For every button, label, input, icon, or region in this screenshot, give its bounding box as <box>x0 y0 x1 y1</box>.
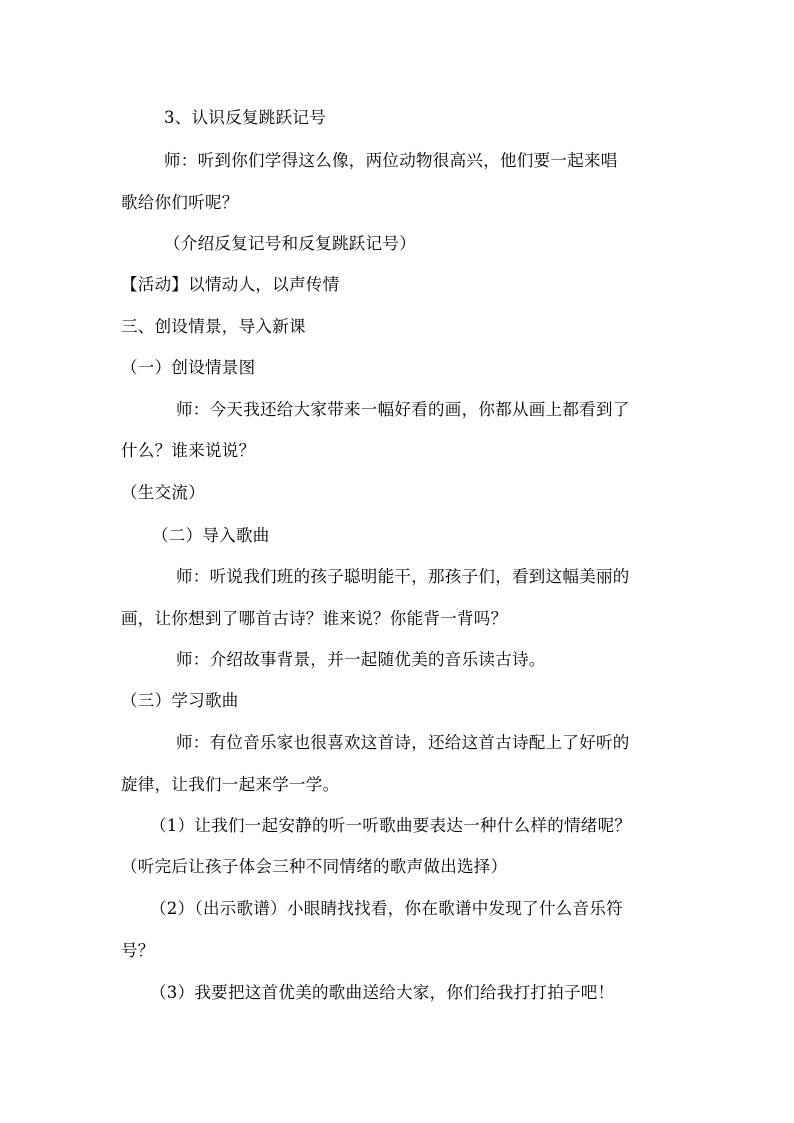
paragraph-line: 师：今天我还给大家带来一幅好看的画，你都从画上都看到了 <box>176 400 630 419</box>
subsection-heading: （三）学习歌曲 <box>121 691 239 710</box>
paragraph-line: 什么？谁来说说？ <box>121 441 256 460</box>
paragraph-line: 师：听说我们班的孩子聪明能干，那孩子们，看到这幅美丽的 <box>176 567 630 586</box>
paragraph-line: （3）我要把这首优美的歌曲送给大家，你们给我打打拍子吧！ <box>150 983 615 1002</box>
paragraph-line: 师：听到你们学得这么像，两位动物很高兴，他们要一起来唱 <box>164 151 618 170</box>
paragraph-line: 旋律，让我们一起来学一学。 <box>121 775 340 794</box>
subsection-heading: （一）创设情景图 <box>121 358 256 377</box>
paragraph-line: （2）（出示歌谱）小眼睛找找看，你在歌谱中发现了什么音乐符 <box>150 899 623 918</box>
paragraph-line: 师：介绍故事背景，并一起随优美的音乐读古诗。 <box>176 650 546 669</box>
section-heading: 三、创设情景，导入新课 <box>121 317 306 336</box>
paragraph-line: （介绍反复记号和反复跳跃记号） <box>164 234 416 253</box>
subsection-heading: （二）导入歌曲 <box>152 526 270 545</box>
paragraph-line: 师：有位音乐家也很喜欢这首诗，还给这首古诗配上了好听的 <box>176 733 630 752</box>
paragraph-line: （生交流） <box>121 483 205 502</box>
heading-repeat-jump-sign: 3、认识反复跳跃记号 <box>164 108 326 127</box>
paragraph-line: 歌给你们听呢？ <box>121 193 239 212</box>
paragraph-line: 号？ <box>121 941 155 960</box>
paragraph-line: 画，让你想到了哪首古诗？谁来说？你能背一背吗？ <box>121 609 508 628</box>
activity-heading: 【活动】以情动人，以声传情 <box>121 275 340 294</box>
paragraph-line: （听完后让孩子体会三种不同情绪的歌声做出选择） <box>121 857 508 876</box>
paragraph-line: （1）让我们一起安静的听一听歌曲要表达一种什么样的情绪呢？ <box>150 816 632 835</box>
